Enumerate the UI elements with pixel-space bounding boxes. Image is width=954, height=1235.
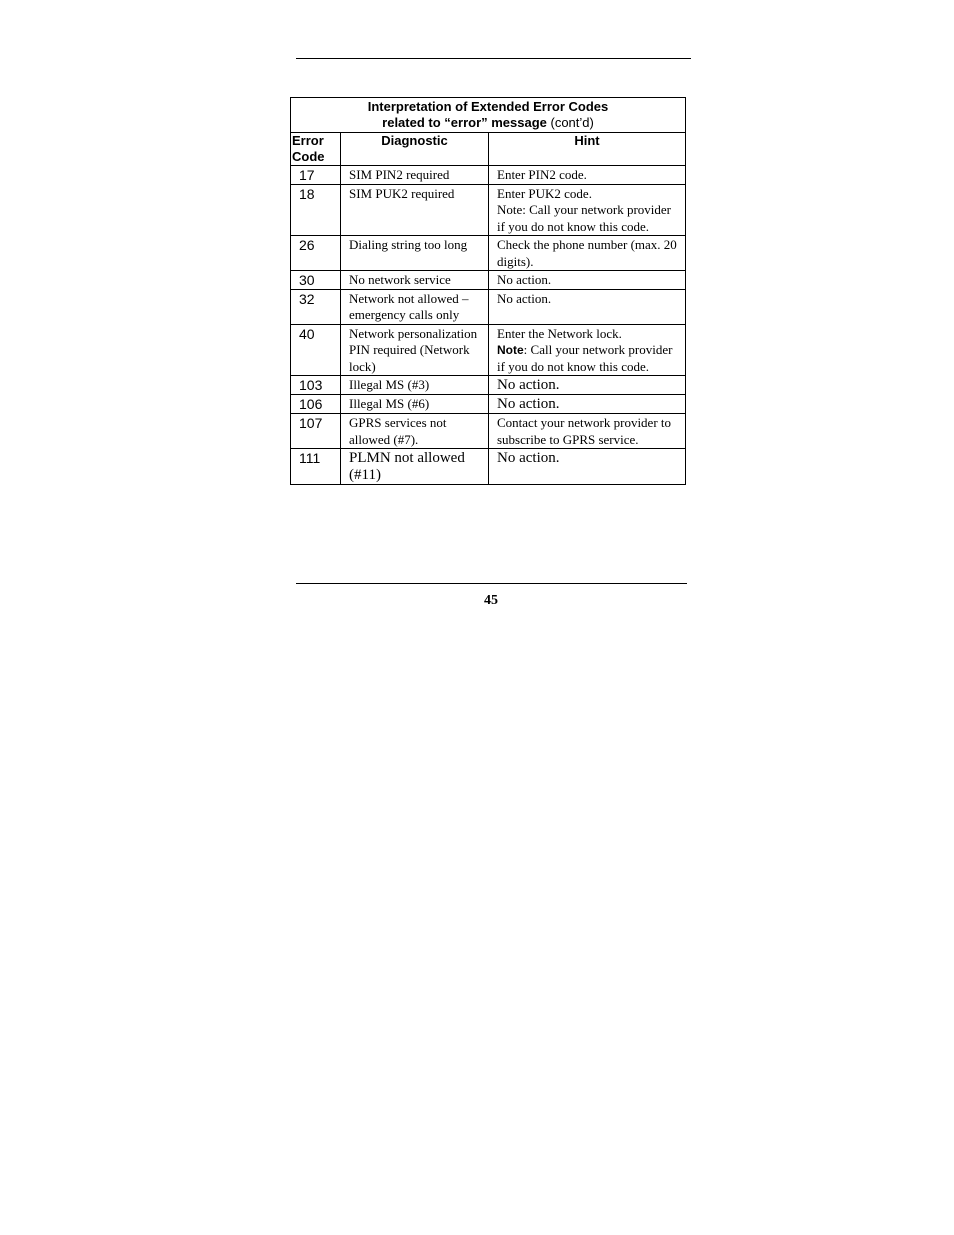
diagnostic: Illegal MS (#6) [341, 395, 489, 414]
table-row [291, 414, 686, 449]
hint: Check the phone number (max. 20 digits). [489, 236, 686, 271]
hint-note-text: : Call your network provider if you do not know this code. [497, 342, 673, 374]
hint: No action. [489, 289, 686, 324]
table-title-row [291, 98, 686, 133]
hint-text: Enter the Network lock. [497, 325, 622, 341]
diagnostic: SIM PUK2 required [341, 184, 489, 236]
hint: Contact your network provider to subscribe to GPRS service. [489, 414, 686, 449]
table-row [291, 395, 686, 414]
error-code: 18 [291, 184, 341, 236]
error-code: 30 [291, 271, 341, 290]
diagnostic: Dialing string too long [341, 236, 489, 271]
table-row [291, 236, 686, 271]
hint-text: Enter PUK2 code. [497, 185, 592, 201]
table-row [291, 271, 686, 290]
table-row [291, 324, 686, 376]
header-diagnostic: Diagnostic [341, 133, 489, 166]
header-row [291, 133, 686, 166]
diagnostic: GPRS services not allowed (#7). [341, 414, 489, 449]
hint [489, 184, 686, 236]
header-error-label: Error [292, 133, 324, 148]
diagnostic: Network not allowed – emergency calls only [341, 289, 489, 324]
hint [489, 324, 686, 376]
hint-note: Note: Call your network provider if you do not know this code. [497, 202, 672, 234]
hint: No action. [489, 271, 686, 290]
hint: No action. [489, 449, 686, 485]
error-code: 111 [291, 449, 341, 485]
table-title [291, 98, 686, 133]
page-number: 45 [484, 593, 498, 608]
table-row [291, 376, 686, 395]
error-code: 40 [291, 324, 341, 376]
error-code: 107 [291, 414, 341, 449]
header-hint: Hint [489, 133, 686, 166]
title-line-2: related to “error” message [382, 115, 547, 130]
diagnostic: Illegal MS (#3) [341, 376, 489, 395]
hint-note-label: Note [497, 343, 524, 357]
error-code: 32 [291, 289, 341, 324]
header-code-label: Code [292, 149, 325, 164]
top-rule [296, 58, 691, 59]
bottom-rule [296, 583, 687, 584]
error-code: 17 [291, 166, 341, 185]
hint: No action. [489, 395, 686, 414]
hint: Enter PIN2 code. [489, 166, 686, 185]
table-row [291, 449, 686, 485]
header-error-code [291, 133, 341, 166]
table-row [291, 289, 686, 324]
error-code: 103 [291, 376, 341, 395]
diagnostic: Network personalization PIN required (Network lock) [341, 324, 489, 376]
table-row [291, 184, 686, 236]
error-codes-table [290, 97, 686, 485]
table-row [291, 166, 686, 185]
diagnostic: No network service [341, 271, 489, 290]
title-contd: (cont’d) [546, 115, 594, 130]
title-line-1: Interpretation of Extended Error Codes [367, 99, 609, 114]
hint: No action. [489, 376, 686, 395]
diagnostic: SIM PIN2 required [341, 166, 489, 185]
error-code: 26 [291, 236, 341, 271]
error-code: 106 [291, 395, 341, 414]
diagnostic: PLMN not allowed (#11) [341, 449, 489, 485]
